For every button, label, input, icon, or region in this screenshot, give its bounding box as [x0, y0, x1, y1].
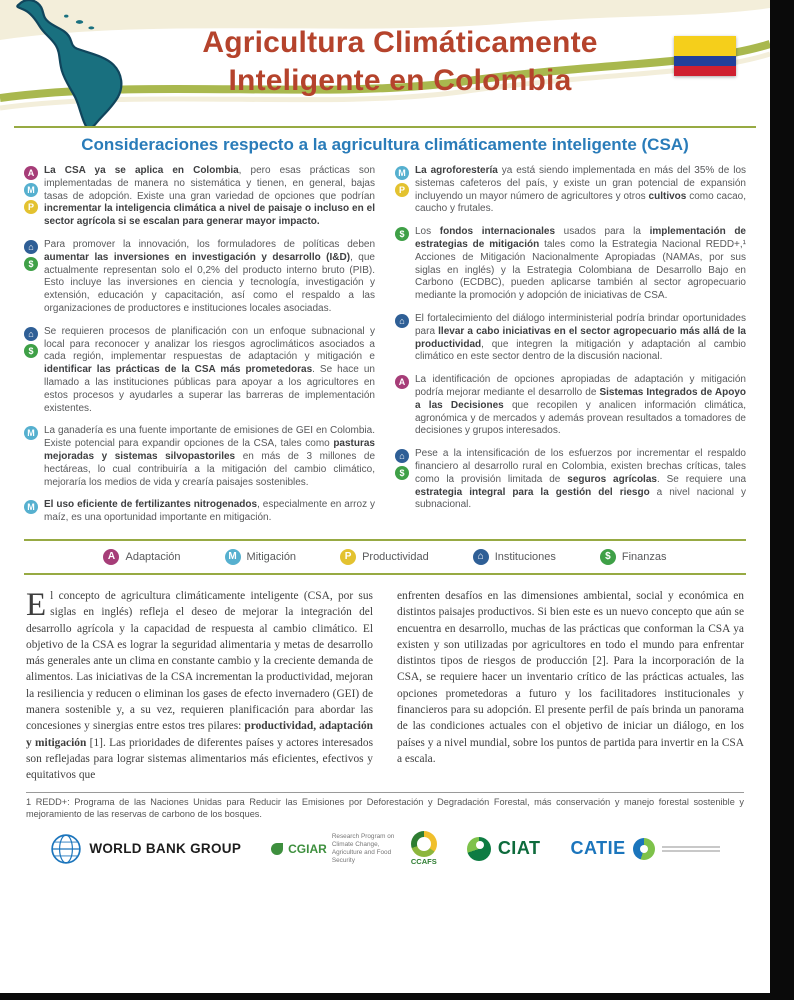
- intro-section: [0, 575, 770, 784]
- intro-column-1: [26, 588, 373, 784]
- consideration-item: [395, 448, 746, 512]
- flag-stripe-red: [674, 66, 736, 76]
- flag-stripe-blue: [674, 56, 736, 66]
- cgiar-label: CGIAR: [288, 841, 327, 856]
- scan-edge-right: [770, 0, 794, 1000]
- productivity-icon: P: [340, 549, 356, 565]
- catie-label: CATIE: [570, 838, 626, 859]
- finance-icon: $: [24, 257, 38, 271]
- page-header: [0, 0, 770, 126]
- legend-label: Productividad: [362, 550, 429, 563]
- legend-label: Mitigación: [246, 550, 297, 563]
- finance-icon: $: [395, 466, 409, 480]
- adaptation-icon: A: [24, 166, 38, 180]
- considerations-left-column: [24, 165, 375, 535]
- consideration-text: La agroforestería ya está siendo implementada en más del 35% de los sistemas cafeteros del país, y existe un gran potencial de expansión incluyendo un mayor número de agricultores y otros cultivos como cacao, caucho y frutales.: [415, 165, 746, 215]
- cgiar-ccafs-logo: [271, 831, 437, 866]
- consideration-icons: [24, 239, 38, 316]
- catie-swirl-icon: [633, 838, 655, 860]
- section-top-rule: [14, 126, 756, 128]
- considerations-right-column: [395, 165, 746, 535]
- institutions-icon: ⌂: [473, 549, 489, 565]
- institutions-icon: ⌂: [24, 240, 38, 254]
- consideration-text: La CSA ya se aplica en Colombia, pero esas prácticas son implementadas de manera no sistemática y tienen, en general, bajas tasas de adopción. Existe una gran variedad de opciones que podrían incrementar la inteligencia climática a nivel de paisaje o incluso en el sector agrícola si se escalan para generar mayor impacto.: [44, 165, 376, 228]
- consideration-text: La identificación de opciones apropiadas de adaptación y mitigación podría mejorar mediante el desarrollo de Sistemas Integrados de Apoyo a las Decisiones que recopilen y analicen información climática, agronómica y de mercados y además provean resultados a tomadores de decisiones y grupos interesados.: [415, 374, 746, 437]
- legend-label: Adaptación: [125, 550, 181, 563]
- mitigation-icon: M: [24, 183, 38, 197]
- page-title-line1: Agricultura Climáticamente: [202, 26, 598, 59]
- intro-column-2: [397, 588, 744, 784]
- page-title-line2: Inteligente en Colombia: [228, 63, 572, 97]
- consideration-icons: [395, 448, 409, 512]
- section-heading: Consideraciones respecto a la agricultura climáticamente inteligente (CSA): [81, 135, 689, 154]
- legend-productivity: [340, 549, 429, 565]
- productivity-icon: P: [24, 200, 38, 214]
- consideration-icons: [24, 499, 38, 525]
- finance-icon: $: [24, 344, 38, 358]
- ccafs-label: CCAFS: [410, 857, 437, 867]
- cgiar-leaf-icon: [271, 843, 283, 855]
- footer-logos: [0, 821, 770, 866]
- ccafs-ring-icon: [411, 831, 437, 857]
- mitigation-icon: M: [24, 500, 38, 514]
- finance-icon: $: [395, 227, 409, 241]
- colombia-flag: [674, 36, 736, 76]
- consideration-item: [24, 425, 375, 489]
- consideration-icons: [395, 313, 409, 364]
- legend-label: Finanzas: [621, 550, 667, 563]
- consideration-icons: [24, 425, 38, 489]
- legend-adaptation: [103, 549, 180, 565]
- adaptation-icon: A: [103, 549, 119, 565]
- consideration-icons: [395, 374, 409, 438]
- institutions-icon: ⌂: [24, 327, 38, 341]
- institutions-icon: ⌂: [395, 314, 409, 328]
- consideration-item: [395, 165, 746, 216]
- consideration-icons: [24, 165, 38, 229]
- icon-legend: [24, 539, 746, 575]
- consideration-item: [24, 239, 375, 316]
- consideration-text: Pese a la intensificación de los esfuerzos por incrementar el respaldo financiero al desarrollo rural en Colombia, existen brechas críticas, tales como la provisión limitada de seguros agrícolas. Se requiere una estrategia integral para la gestión del riesgo a nivel nacional y subnacional.: [415, 448, 747, 511]
- consideration-item: [395, 226, 746, 303]
- consideration-item: [395, 313, 746, 364]
- ciat-label: CIAT: [497, 838, 541, 859]
- consideration-text: Para promover la innovación, los formuladores de políticas deben aumentar las inversiones en investigación y desarrollo (I&D), que actualmente representan solo el 0,2% del producto interno bruto (PIB). Esto incluye las inversiones en ciencia y tecnología, investigación y extensión, educación y capacitación, así como el respaldo a las organizaciones de productores e instituciones locales asociadas.: [44, 238, 375, 314]
- intro-paragraph-1: El concepto de agricultura climáticamente inteligente (CSA, por sus siglas en inglés) refleja el deseo de mejorar la integración del desarrollo agrícola y la capacidad de respuesta al cambio climático. El objetivo de la CSA es lograr la seguridad alimentaria y metas de desarrollo más generales ante un clima en constante cambio y la creciente demanda de alimentos. Las iniciativas de la CSA incrementan la productividad, mejoran la resiliencia y reducen o eliminan los gases de efecto invernadero (GEI) de manera sostenible y, a su vez, requieren planificación para abordar las concesiones y sinergias entre estos tres pilares: productividad, adaptación y mitigación [1]. Las prioridades de diferentes países y actores interesados son reflejadas para lograr sistemas alimentarios más eficientes, efectivos y equitativos que: [26, 586, 373, 782]
- latin-america-map-icon: [0, 0, 170, 126]
- flag-stripe-yellow: [674, 36, 736, 56]
- ciat-swirl-icon: [467, 837, 491, 861]
- footnote: 1 REDD+: Programa de las Naciones Unidas para Reducir las Emisiones por Deforestación y Degradación Forestal, más conservación y manejo forestal sostenible y mejoramiento de las reservas de carbono de los bosques.: [26, 792, 744, 821]
- consideration-text: La ganadería es una fuente importante de emisiones de GEI en Colombia. Existe potencial para expandir opciones de la CSA, tales como pasturas mejoradas y sistemas silvopastoriles en más de 3 millones de hectáreas, lo cual contribuiría a la mitigación del cambio climático, mejoraría los medios de vida y crearía paisajes sostenibles.: [44, 425, 376, 488]
- consideration-text: Los fondos internacionales usados para la implementación de estrategias de mitigación tales como la Estrategia Nacional REDD+,¹ Acciones de Mitigación Nacionalmente Apropiadas (NAMAs, por sus siglas en inglés) y la Estrategia Colombiana de Desarrollo Bajo en Carbono (ECDBC), pueden aplicarse también al sector agropecuario mediante la promoción y adopción de iniciativas de CSA.: [415, 226, 746, 302]
- productivity-icon: P: [395, 183, 409, 197]
- legend-label: Instituciones: [494, 550, 556, 563]
- consideration-item: [24, 499, 375, 525]
- page-title: [150, 24, 650, 99]
- mitigation-icon: M: [225, 549, 241, 565]
- consideration-text: El fortalecimiento del diálogo interministerial podría brindar oportunidades para llevar a cabo iniciativas en el sector agropecuario más allá de la productividad, que integren la mitigación y adaptación al cambio climático en este sector dentro de la discusión nacional.: [415, 312, 746, 363]
- consideration-icons: [395, 165, 409, 216]
- consideration-icons: [395, 226, 409, 303]
- mitigation-icon: M: [395, 166, 409, 180]
- consideration-text: Se requieren procesos de planificación con un enfoque subnacional y local para reconocer y analizar los riesgos agroclimáticos asociados a cada región, implementar respuestas de adaptación y mitigación e identificar las prácticas de la CSA más prometedoras. Se hace un llamado a las instituciones públicas para apoyar a los agricultores en estos procesos y ayudarles a superar las barreras de implementación existentes.: [44, 325, 375, 414]
- world-bank-logo: [50, 833, 241, 865]
- intro-paragraph-2: enfrenten desafíos en las dimensiones ambiental, social y económica en distintos paisajes productivos. Si bien este es un nuevo concepto que aún se encuentra en desarrollo, muchas de las prácticas que conforman la CSA ya existen y son utilizadas por agricultores en todo el mundo para enfrentar distintos tipos de riesgos de producción [2]. Para la incorporación de la CSA, se requiere hacer un inventario crítico de las prácticas actuales, las opciones prometedoras a futuro y los facilitadores institucionales y financieros para su adopción. El presente perfil de país brinda un panorama de las condiciones actuales con el objetivo de iniciar un diálogo, en los países y a nivel mundial, sobre los puntos de partida para invertir en la CSA a escala.: [397, 589, 744, 765]
- world-bank-label: WORLD BANK GROUP: [89, 841, 242, 857]
- consideration-item: [24, 165, 375, 229]
- consideration-text: El uso eficiente de fertilizantes nitrogenados, especialmente en arroz y maíz, es una oportunidad importante en mitigación.: [44, 499, 376, 524]
- consideration-icons: [24, 326, 38, 416]
- legend-mitigation: [225, 549, 297, 565]
- finance-icon: $: [600, 549, 616, 565]
- world-bank-globe-icon: [50, 833, 82, 865]
- adaptation-icon: A: [395, 375, 409, 389]
- mitigation-icon: M: [24, 426, 38, 440]
- considerations-columns: [0, 165, 770, 535]
- consideration-item: [24, 326, 375, 416]
- catie-logo: [570, 838, 719, 860]
- ciat-logo: [467, 837, 541, 861]
- institutions-icon: ⌂: [395, 449, 409, 463]
- ccafs-program-text: Research Program on Climate Change, Agriculture and Food Security: [331, 832, 395, 864]
- legend-finance: [600, 549, 667, 565]
- consideration-item: [395, 374, 746, 438]
- legend-institutions: [473, 549, 556, 565]
- catie-tagline-lines: [662, 846, 720, 852]
- scan-edge-bottom: [0, 993, 794, 1000]
